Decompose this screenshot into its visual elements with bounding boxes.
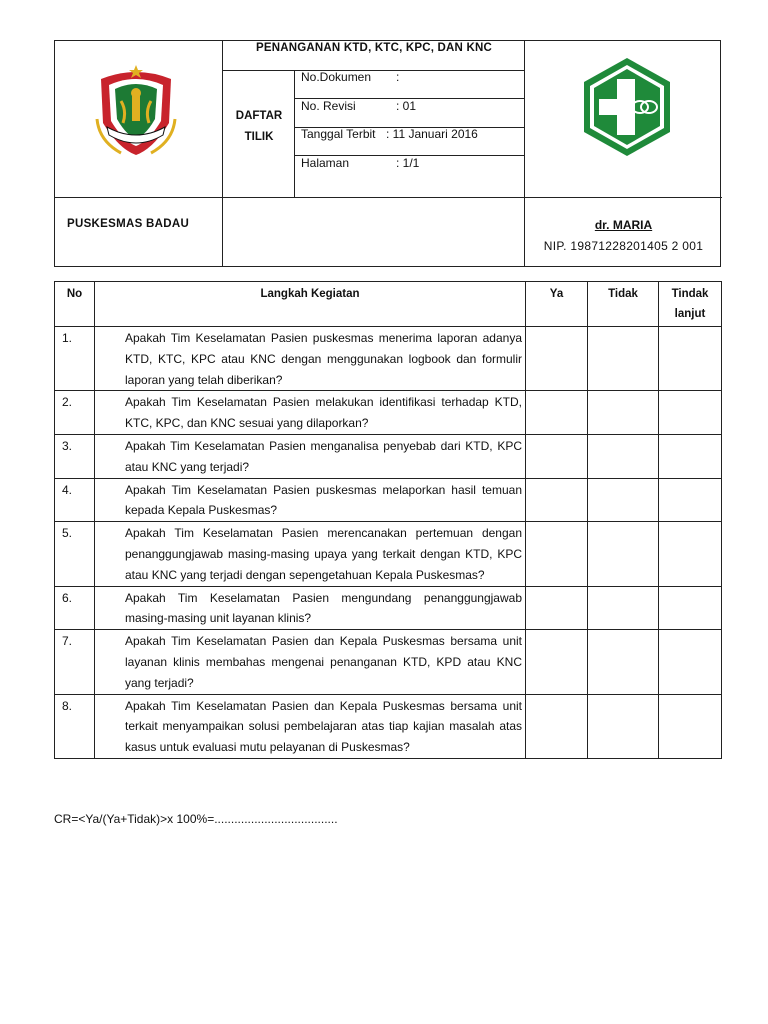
row-yes-cell[interactable] bbox=[526, 630, 588, 694]
table-row bbox=[55, 586, 722, 630]
info-value: : bbox=[396, 70, 400, 84]
row-step-text: Apakah Tim Keselamatan Pasien dan Kepala Puskesmas bersama unit terkait menyampaikan solusi pembelajaran atas tiap kajian masalah atas kasus untuk evaluasi mutu pelayanan di Puskesmas? bbox=[95, 694, 526, 758]
row-number: 2. bbox=[55, 391, 95, 435]
row-number: 8. bbox=[55, 694, 95, 758]
table-row bbox=[55, 434, 722, 478]
row-follow-up-cell[interactable] bbox=[659, 434, 722, 478]
row-step-text: Apakah Tim Keselamatan Pasien merencanakan pertemuan dengan penanggungjawab masing-masing upaya yang terkait dengan KTD, KPC atau KNC yang terjadi dengan sepengetahuan Kepala Puskesmas? bbox=[95, 522, 526, 586]
row-follow-up-cell[interactable] bbox=[659, 522, 722, 586]
row-no-cell[interactable] bbox=[588, 694, 659, 758]
compliance-rate-formula: CR=<Ya/(Ya+Tidak)>x 100%=..................................... bbox=[54, 812, 338, 826]
row-number: 3. bbox=[55, 434, 95, 478]
column-header-step: Langkah Kegiatan bbox=[95, 282, 526, 327]
row-follow-up-cell[interactable] bbox=[659, 327, 722, 391]
row-follow-up-cell[interactable] bbox=[659, 630, 722, 694]
table-header-row bbox=[55, 282, 722, 327]
row-number: 5. bbox=[55, 522, 95, 586]
row-no-cell[interactable] bbox=[588, 522, 659, 586]
puskesmas-cross-logo-icon bbox=[577, 55, 677, 159]
row-follow-up-cell[interactable] bbox=[659, 478, 722, 522]
table-row bbox=[55, 391, 722, 435]
table-row bbox=[55, 327, 722, 391]
row-yes-cell[interactable] bbox=[526, 478, 588, 522]
row-number: 1. bbox=[55, 327, 95, 391]
table-row bbox=[55, 522, 722, 586]
row-yes-cell[interactable] bbox=[526, 694, 588, 758]
row-yes-cell[interactable] bbox=[526, 327, 588, 391]
info-label: No.Dokumen bbox=[301, 70, 372, 84]
row-step-text: Apakah Tim Keselamatan Pasien puskesmas melaporkan hasil temuan kepada Kepala Puskesmas? bbox=[95, 478, 526, 522]
table-row bbox=[55, 630, 722, 694]
info-value: : 01 bbox=[396, 99, 417, 113]
info-row-issue-date bbox=[301, 127, 526, 141]
column-header-follow-up: Tindak lanjut bbox=[659, 282, 722, 327]
document-header bbox=[54, 40, 721, 267]
row-yes-cell[interactable] bbox=[526, 391, 588, 435]
row-no-cell[interactable] bbox=[588, 630, 659, 694]
row-follow-up-cell[interactable] bbox=[659, 694, 722, 758]
row-yes-cell[interactable] bbox=[526, 586, 588, 630]
row-follow-up-cell[interactable] bbox=[659, 586, 722, 630]
column-header-yes: Ya bbox=[526, 282, 588, 327]
row-no-cell[interactable] bbox=[588, 327, 659, 391]
document-type-line2: TILIK bbox=[244, 131, 274, 143]
info-label: Tanggal Terbit bbox=[301, 127, 376, 141]
info-row-document-number bbox=[301, 70, 526, 84]
checklist-table bbox=[54, 281, 722, 759]
info-row-revision bbox=[301, 99, 526, 113]
info-value: : 11 Januari 2016 bbox=[386, 127, 478, 141]
row-no-cell[interactable] bbox=[588, 586, 659, 630]
row-step-text: Apakah Tim Keselamatan Pasien dan Kepala Puskesmas bersama unit layanan klinis membahas mengenai penanganan KTD, KPD atau KNC yang terjadi? bbox=[95, 630, 526, 694]
column-header-no-answer: Tidak bbox=[588, 282, 659, 327]
row-number: 6. bbox=[55, 586, 95, 630]
row-no-cell[interactable] bbox=[588, 434, 659, 478]
row-follow-up-cell[interactable] bbox=[659, 391, 722, 435]
row-number: 7. bbox=[55, 630, 95, 694]
row-no-cell[interactable] bbox=[588, 391, 659, 435]
row-yes-cell[interactable] bbox=[526, 522, 588, 586]
document-type bbox=[223, 106, 295, 148]
row-yes-cell[interactable] bbox=[526, 434, 588, 478]
info-row-page bbox=[301, 156, 526, 170]
signatory-name: dr. MARIA bbox=[594, 218, 653, 232]
info-value: : 1/1 bbox=[396, 156, 420, 170]
regional-emblem-icon bbox=[91, 61, 181, 161]
table-row bbox=[55, 694, 722, 758]
info-label: Halaman bbox=[301, 156, 350, 170]
row-step-text: Apakah Tim Keselamatan Pasien puskesmas menerima laporan adanya KTD, KTC, KPC atau KNC dengan menggunakan logbook dan formulir laporan yang telah diberikan? bbox=[95, 327, 526, 391]
document-type-line1: DAFTAR bbox=[235, 110, 283, 122]
signatory-nip: NIP. 19871228201405 2 001 bbox=[543, 239, 704, 253]
row-number: 4. bbox=[55, 478, 95, 522]
document-title: PENANGANAN KTD, KTC, KPC, DAN KNC bbox=[256, 42, 492, 54]
row-step-text: Apakah Tim Keselamatan Pasien melakukan identifikasi terhadap KTD, KTC, KPC, dan KNC sesuai yang dilaporkan? bbox=[95, 391, 526, 435]
info-label: No. Revisi bbox=[301, 99, 356, 113]
row-step-text: Apakah Tim Keselamatan Pasien mengundang penanggungjawab masing-masing unit layanan klinis? bbox=[95, 586, 526, 630]
row-no-cell[interactable] bbox=[588, 478, 659, 522]
column-header-no: No bbox=[55, 282, 95, 327]
organization-name: PUSKESMAS BADAU bbox=[67, 218, 190, 230]
row-step-text: Apakah Tim Keselamatan Pasien menganalisa penyebab dari KTD, KPC atau KNC yang terjadi? bbox=[95, 434, 526, 478]
table-row bbox=[55, 478, 722, 522]
